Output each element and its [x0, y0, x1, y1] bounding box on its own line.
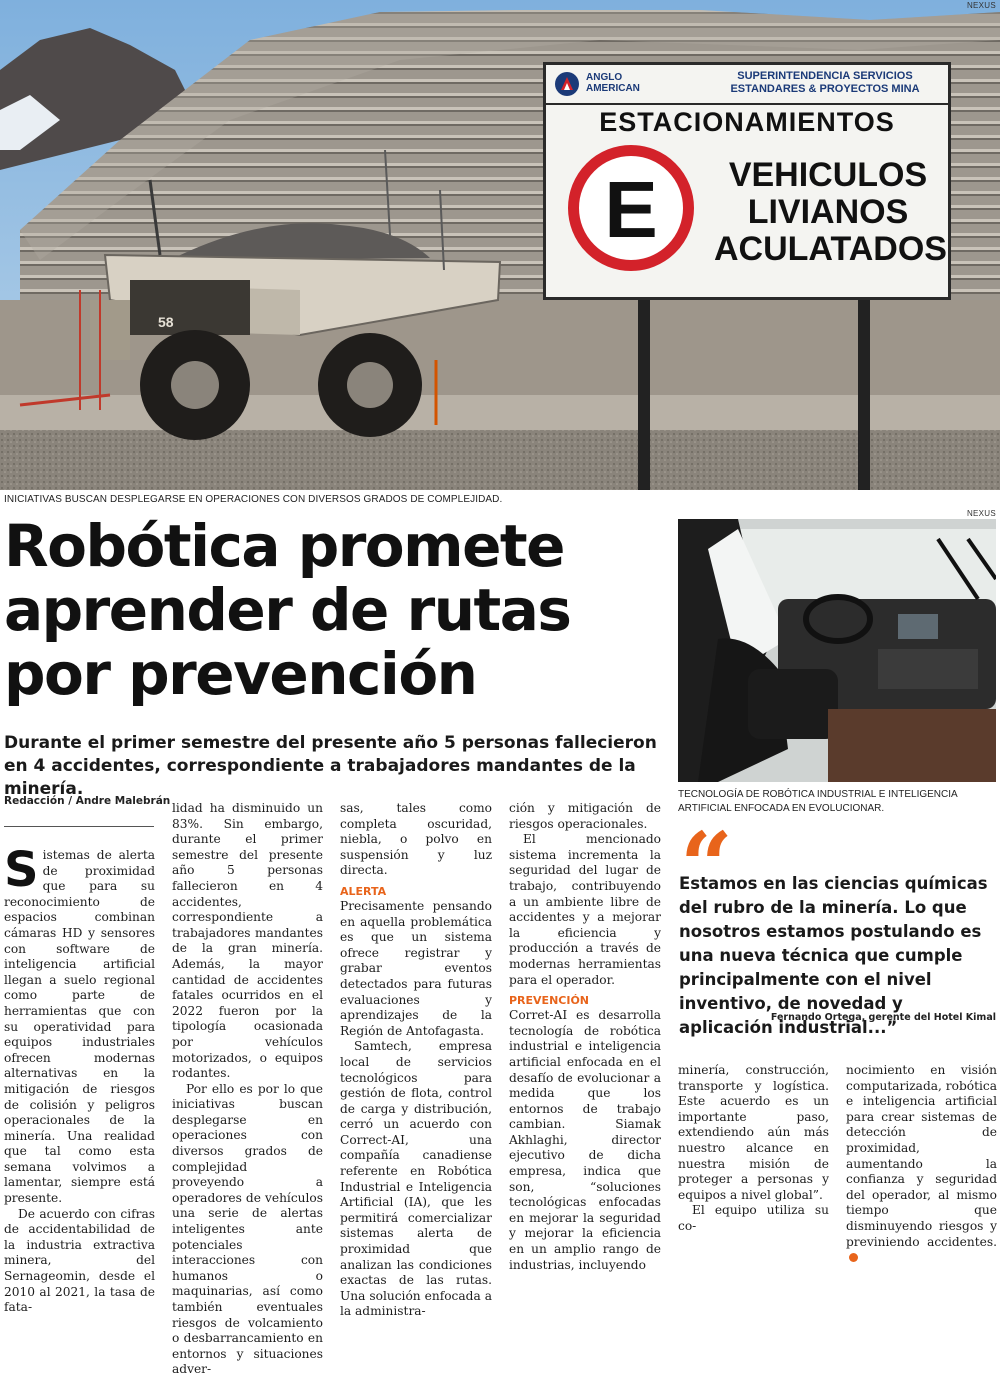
col6-text-1: nocimiento en visión computarizada, robótica e inteligencia artificial para crear sistemas de detección de proximidad, aumentando la confianza y seguridad del operador, al mismo tiempo que disminuyendo riesgos y previniendo accidentes.	[846, 1063, 997, 1249]
column-1	[4, 842, 155, 1316]
column-4	[509, 801, 661, 1273]
parking-letter: E	[604, 165, 658, 254]
side-photo-caption: TECNOLOGÍA DE ROBÓTICA INDUSTRIAL E INTELIGENCIA ARTIFICIAL ENFOCADA EN EVOLUCIONAR.	[678, 789, 958, 814]
byline-rule	[4, 826, 154, 827]
col2-paragraph-1: lidad ha disminuido un 83%. Sin embargo, durante el primer semestre del presente año 5 personas fallecieron en 4 accidentes, correspondiente a trabajadores mandantes de la gran minería. Además, la mayor cantidad de accidentes fatales ocurridos en el 2022 fueron por la tipología ocasionada por vehículos motorizados, o equipos rodantes.	[172, 801, 323, 1081]
col4-paragraph-2: El mencionado sistema incrementa la seguridad del lugar de trabajo, contribuyendo a un ambiente libre de accidentes y a mejorar la eficiencia y producción a través de modernas herramientas para el operador.	[509, 832, 661, 987]
col1-text-1: istemas de alerta de proximidad que para su reconocimiento de espacios combinan cámaras HD y sensores con software de inteligencia artificial llegan a suelo regional como parte de herramientas que con su operatividad para equipos industriales ofrecen modernas alternativas en la mitigación de riesgos de colisión y peligros operacionales de la minería. Una realidad que tal como esta semana volvimos a lamentar, siempre está presente.	[4, 848, 155, 1206]
col5-paragraph-1: minería, construcción, transporte y logística. Este acuerdo es un importante paso, extendiendo aún más nuestro alcance en nuestra misión de proteger a personas y equipos a nivel global”.	[678, 1063, 829, 1202]
column-6	[846, 1063, 997, 1266]
side-photo-credit: NEXUS	[966, 509, 996, 518]
col4-paragraph-3: Corret-AI es desarrolla tecnología de robótica industrial e inteligencia artificial enfocada en el desafío de evolucionar a medida que los entornos de trabajo cambian. Siamak Akhlaghi, director ejecutivo de dicha empresa, indica que son, “soluciones tecnológicas enfocadas en mejorar la seguridad y mejorar la eficiencia en un amplio rango de industrias, incluyendo	[509, 1008, 661, 1272]
sign-post-left	[638, 298, 650, 490]
col4-paragraph-1: ción y mitigación de riesgos operacionales.	[509, 801, 661, 831]
parking-symbol	[568, 145, 694, 271]
anglo-american-logo-icon	[554, 71, 580, 97]
bus-cabin-illustration	[678, 519, 996, 782]
bus-cabin-photo	[678, 519, 996, 782]
headline-line-2: aprender de rutas	[4, 576, 571, 644]
sign-post-right	[858, 283, 870, 490]
subhead-alerta: ALERTA	[340, 884, 387, 898]
col1-paragraph-2: De acuerdo con cifras de accidentabilidad de la industria extractiva minera, del Sernageomin, desde el 2010 al 2021, la tasa de fata-	[4, 1206, 155, 1315]
sign-title: ESTACIONAMIENTOS	[599, 107, 895, 137]
col1-paragraph-1	[4, 842, 155, 1207]
quote-attribution: Fernando Ortega, gerente del Hotel Kimal	[770, 1012, 996, 1023]
parking-sign	[543, 62, 951, 300]
dek: Durante el primer semestre del presente año 5 personas fallecieron en 4 accidentes, correspondiente a trabajadores mandantes de la minería.	[4, 733, 657, 799]
headline-line-3: por prevención	[4, 640, 477, 708]
col5-paragraph-2: El equipo utiliza su co-	[678, 1203, 829, 1233]
truck-number: 58	[158, 314, 174, 330]
sign-brand: ANGLO AMERICAN	[586, 72, 640, 94]
end-of-article-icon	[849, 1253, 858, 1262]
photo-caption: INICIATIVAS BUSCAN DESPLEGARSE EN OPERACIONES CON DIVERSOS GRADOS DE COMPLEJIDAD.	[4, 494, 503, 505]
byline: Redacción / Andre Malebrán	[4, 795, 171, 807]
headline	[4, 514, 664, 706]
pull-quote: Estamos en las ciencias químicas del rubro de la minería. Lo que nosotros estamos postulando es una nueva técnica que cumple principalmente con el nivel inventivo, de novedad y aplicación industrial...”	[679, 874, 988, 1037]
column-3	[340, 801, 492, 1320]
sign-department: SUPERINTENDENCIA SERVICIOS ESTANDARES & PROYECTOS MINA	[730, 70, 920, 95]
sign-header	[546, 65, 948, 105]
col3-paragraph-3: Samtech, empresa local de servicios tecnológicos para gestión de flota, control de carga y distribución, cerró un acuerdo con Correct-AI, una compañía canadiense referente en Robótica Industrial e Inteligencia Artificial (IA), que les permitirá comercializar sistemas alerta de proximidad que analizan las condiciones exactas de las rutas. Una solución enfocada a la administra-	[340, 1039, 492, 1319]
sign-line-2: LIVIANOS	[747, 193, 909, 231]
quote-mark-icon: “	[680, 812, 733, 920]
column-2	[172, 801, 323, 1378]
headline-line-1: Robótica promete	[4, 512, 564, 580]
sign-line-1: VEHICULOS	[728, 156, 928, 194]
col3-paragraph-2: Precisamente pensando en aquella problemática es que un sistema ofrece registrar y grabar eventos detectados para futuras evaluaciones y aprendizajes de la Región de Antofagasta.	[340, 898, 492, 1038]
subhead-prevencion: PREVENCIÓN	[509, 994, 590, 1008]
main-photo	[0, 0, 1000, 490]
drop-cap: S	[4, 842, 39, 898]
column-5	[678, 1063, 829, 1235]
col6-paragraph-1	[846, 1063, 997, 1266]
col2-paragraph-2: Por ello es por lo que iniciativas buscan desplegarse en operaciones con diversos grados de complejidad proveyendo a operadores de vehículos una serie de alertas inteligentes ante potenciales interacciones con humanos o maquinarias, así como también eventuales riesgos de volcamiento o desbarrancamiento en entornos y situaciones adver-	[172, 1081, 323, 1377]
sign-line-3: ACULATADOS	[714, 230, 947, 268]
photo-credit: NEXUS	[966, 1, 996, 10]
col3-paragraph-1: sas, tales como completa oscuridad, niebla, o polvo en suspensión y luz directa.	[340, 801, 492, 878]
